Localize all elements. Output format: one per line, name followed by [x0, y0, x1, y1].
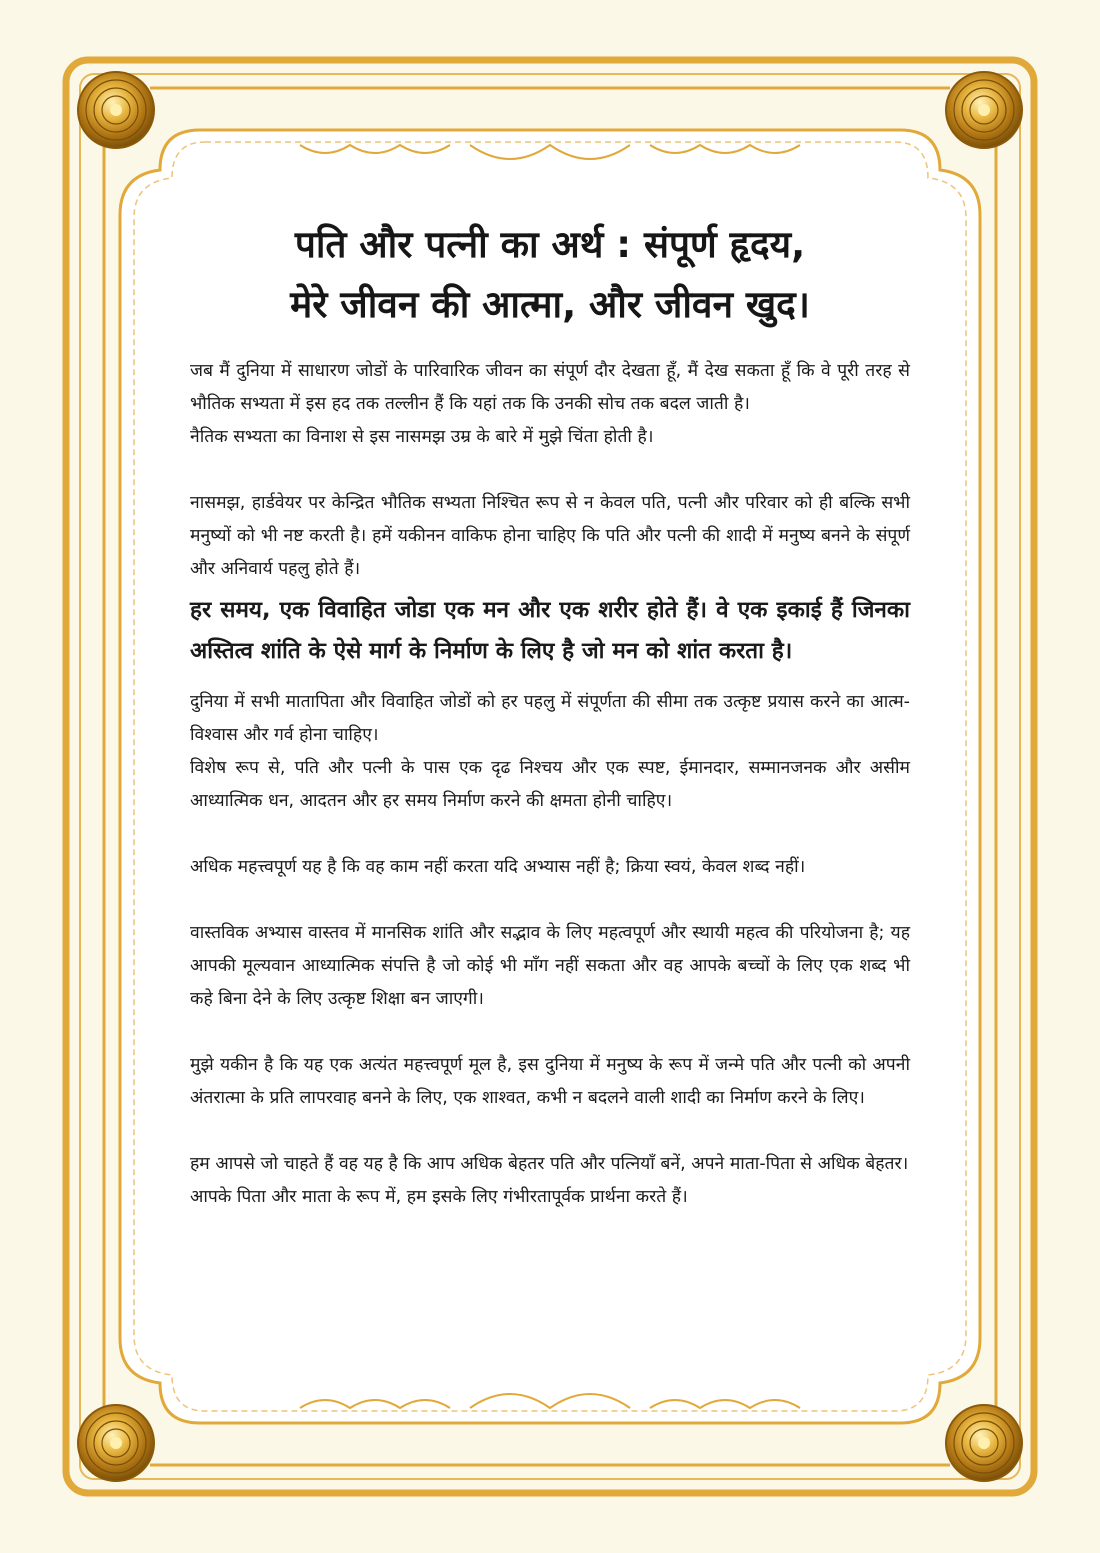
paragraph-line: अधिक महत्त्वपूर्ण यह है कि वह काम नहीं करता यदि अभ्यास नहीं है; क्रिया स्वयं, केवल शब्द नहीं।	[190, 857, 806, 877]
paragraph-line: मुझे यकीन है कि यह एक अत्यंत महत्त्वपूर्ण मूल है, इस दुनिया में मनुष्य के रूप में जन्मे पति और पत्नी को अपनी अंतरात्मा के प्रति लापरवाह बनने के लिए, एक शाश्वत, कभी न बदलने वाली शादी का निर्माण करने के लिए।	[190, 1055, 910, 1108]
paragraph	[190, 1148, 910, 1214]
page-title	[190, 215, 910, 335]
emphasis-paragraph	[190, 590, 910, 672]
paragraph-line: आपके पिता और माता के रूप में, हम इसके लिए गंभीरतापूर्वक प्रार्थना करते हैं।	[190, 1187, 688, 1207]
paragraph-line: जब मैं दुनिया में साधारण जोडों के पारिवारिक जीवन का संपूर्ण दौर देखता हूँ, मैं देख सकता हूँ कि वे पूरी तरह से भौतिक सभ्यता में इस हद तक तल्लीन हैं कि यहां तक कि उनकी सोच तक बदल जाती है।	[190, 361, 910, 414]
paragraph	[190, 686, 910, 818]
document-body	[190, 215, 910, 1247]
paragraph	[190, 355, 910, 454]
gold-disc-ornament-icon	[78, 1405, 154, 1481]
paragraph-line: नासमझ, हार्डवेयर पर केन्द्रित भौतिक सभ्यता निश्चित रूप से न केवल पति, पत्नी और परिवार को ही बल्कि सभी मनुष्यों को भी नष्ट करती है। हमें यकीनन वाकिफ होना चाहिए कि पति और पत्नी की शादी में मनुष्य बनने के संपूर्ण और अनिवार्य पहलु होते हैं।	[190, 493, 910, 579]
paragraph-line: विशेष रूप से, पति और पत्नी के पास एक दृढ निश्चय और एक स्पष्ट, ईमानदार, सम्मानजनक और असीम आध्यात्मिक धन, आदतन और हर समय निर्माण करने की क्षमता होनी चाहिए।	[190, 758, 910, 811]
gold-disc-ornament-icon	[946, 1405, 1022, 1481]
paragraph-line: हम आपसे जो चाहते हैं वह यह है कि आप अधिक बेहतर पति और पत्नियाँ बनें, अपने माता-पिता से अधिक बेहतर।	[190, 1154, 909, 1174]
gold-disc-ornament-icon	[78, 72, 154, 148]
title-line: मेरे जीवन की आत्मा, और जीवन खुद।	[290, 283, 810, 326]
gold-disc-ornament-icon	[946, 72, 1022, 148]
title-line: पति और पत्नी का अर्थ : संपूर्ण हृदय,	[294, 223, 806, 266]
paragraph-line: वास्तविक अभ्यास वास्तव में मानसिक शांति और सद्भाव के लिए महत्वपूर्ण और स्थायी महत्व की परियोजना है; यह आपकी मूल्यवान आध्यात्मिक संपत्ति है जो कोई भी माँग नहीं सकता और वह आपके बच्चों के लिए एक शब्द भी कहे बिना देने के लिए उत्कृष्ट शिक्षा बन जाएगी।	[190, 923, 910, 1009]
paragraph	[190, 851, 910, 884]
paragraph	[190, 917, 910, 1016]
paragraph-line: हर समय, एक विवाहित जोडा एक मन और एक शरीर होते हैं। वे एक इकाई हैं जिनका अस्तित्व शांति के ऐसे मार्ग के निर्माण के लिए है जो मन को शांत करता है।	[190, 597, 910, 664]
paragraph	[190, 487, 910, 586]
paragraph-line: नैतिक सभ्यता का विनाश से इस नासमझ उम्र के बारे में मुझे चिंता होती है।	[190, 427, 654, 447]
paragraph-line: दुनिया में सभी मातापिता और विवाहित जोडों को हर पहलु में संपूर्णता की सीमा तक उत्कृष्ट प्रयास करने का आत्म-विश्वास और गर्व होना चाहिए।	[190, 692, 910, 745]
paragraph	[190, 1049, 910, 1115]
